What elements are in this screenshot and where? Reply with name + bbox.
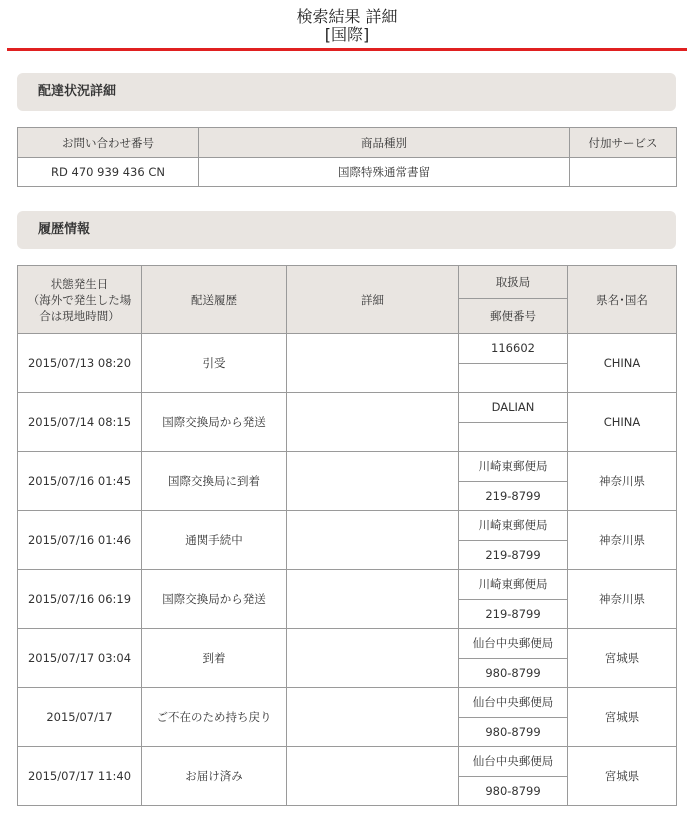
history-region-cell: CHINA (568, 334, 677, 393)
history-details-cell (287, 393, 459, 452)
product-type-cell: 国際特殊通常書留 (199, 158, 570, 187)
history-office-cell: 川崎東郵便局 (459, 570, 568, 600)
table-row (18, 688, 677, 718)
inquiry-number-cell: RD 470 939 436 CN (18, 158, 199, 187)
history-office-cell: 川崎東郵便局 (459, 452, 568, 482)
history-event-cell: 引受 (142, 334, 287, 393)
history-event-cell: お届け済み (142, 747, 287, 806)
column-header-date-line1: 状態発生日 (50, 276, 109, 291)
history-details-cell (287, 570, 459, 629)
history-office-cell: 116602 (459, 334, 568, 364)
column-header-date (18, 266, 142, 334)
table-row (18, 158, 677, 187)
history-event-cell: 通関手続中 (142, 511, 287, 570)
header-divider (7, 48, 687, 51)
additional-service-cell (570, 158, 677, 187)
history-table (17, 265, 677, 806)
page-title (0, 0, 694, 48)
history-details-cell (287, 511, 459, 570)
history-details-cell (287, 629, 459, 688)
table-row (18, 747, 677, 777)
history-region-cell: CHINA (568, 393, 677, 452)
column-header-region: 県名･国名 (568, 266, 677, 334)
table-row (18, 393, 677, 423)
delivery-status-heading: 配達状況詳細 (17, 73, 676, 111)
history-office-cell: DALIAN (459, 393, 568, 423)
history-postal-cell: 219-8799 (459, 481, 568, 511)
history-postal-cell (459, 363, 568, 393)
history-region-cell: 神奈川県 (568, 570, 677, 629)
history-details-cell (287, 452, 459, 511)
history-event-cell: 国際交換局に到着 (142, 452, 287, 511)
history-postal-cell: 980-8799 (459, 717, 568, 747)
column-header-product-type: 商品種別 (199, 128, 570, 158)
history-event-cell: 到着 (142, 629, 287, 688)
column-header-additional-service: 付加サービス (570, 128, 677, 158)
history-date-cell: 2015/07/16 06:19 (18, 570, 142, 629)
history-date-cell: 2015/07/14 08:15 (18, 393, 142, 452)
history-details-cell (287, 334, 459, 393)
page-title-line2: [国際] (324, 25, 370, 44)
history-postal-cell: 219-8799 (459, 540, 568, 570)
history-date-cell: 2015/07/16 01:46 (18, 511, 142, 570)
table-header-row (18, 128, 677, 158)
history-postal-cell: 980-8799 (459, 776, 568, 806)
history-region-cell: 神奈川県 (568, 452, 677, 511)
column-header-details: 詳細 (287, 266, 459, 334)
history-region-cell: 宮城県 (568, 629, 677, 688)
column-header-date-line2: （海外で発生した場 (27, 292, 132, 307)
history-office-cell: 川崎東郵便局 (459, 511, 568, 541)
table-row (18, 629, 677, 659)
page-title-line1: 検索結果 詳細 (296, 7, 398, 26)
history-event-cell: 国際交換局から発送 (142, 570, 287, 629)
history-office-cell: 仙台中央郵便局 (459, 629, 568, 659)
history-office-cell: 仙台中央郵便局 (459, 688, 568, 718)
history-postal-cell (459, 422, 568, 452)
history-region-cell: 宮城県 (568, 688, 677, 747)
column-header-inquiry-number: お問い合わせ番号 (18, 128, 199, 158)
history-date-cell: 2015/07/17 03:04 (18, 629, 142, 688)
history-details-cell (287, 747, 459, 806)
column-header-history: 配送履歴 (142, 266, 287, 334)
history-postal-cell: 219-8799 (459, 599, 568, 629)
column-header-date-line3: 合は現地時間） (39, 308, 120, 323)
table-row (18, 511, 677, 541)
history-date-cell: 2015/07/13 08:20 (18, 334, 142, 393)
history-region-cell: 神奈川県 (568, 511, 677, 570)
history-office-cell: 仙台中央郵便局 (459, 747, 568, 777)
column-header-office: 取扱局 (459, 266, 568, 299)
history-postal-cell: 980-8799 (459, 658, 568, 688)
history-date-cell: 2015/07/17 (18, 688, 142, 747)
history-rows (18, 334, 677, 806)
history-event-cell: ご不在のため持ち戻り (142, 688, 287, 747)
history-details-cell (287, 688, 459, 747)
table-header-row (18, 266, 677, 299)
table-row (18, 452, 677, 482)
table-row (18, 570, 677, 600)
history-event-cell: 国際交換局から発送 (142, 393, 287, 452)
delivery-status-table (17, 127, 677, 187)
table-row (18, 334, 677, 364)
history-info-heading: 履歴情報 (17, 211, 676, 249)
history-date-cell: 2015/07/17 11:40 (18, 747, 142, 806)
column-header-postal: 郵便番号 (459, 299, 568, 334)
history-region-cell: 宮城県 (568, 747, 677, 806)
history-date-cell: 2015/07/16 01:45 (18, 452, 142, 511)
